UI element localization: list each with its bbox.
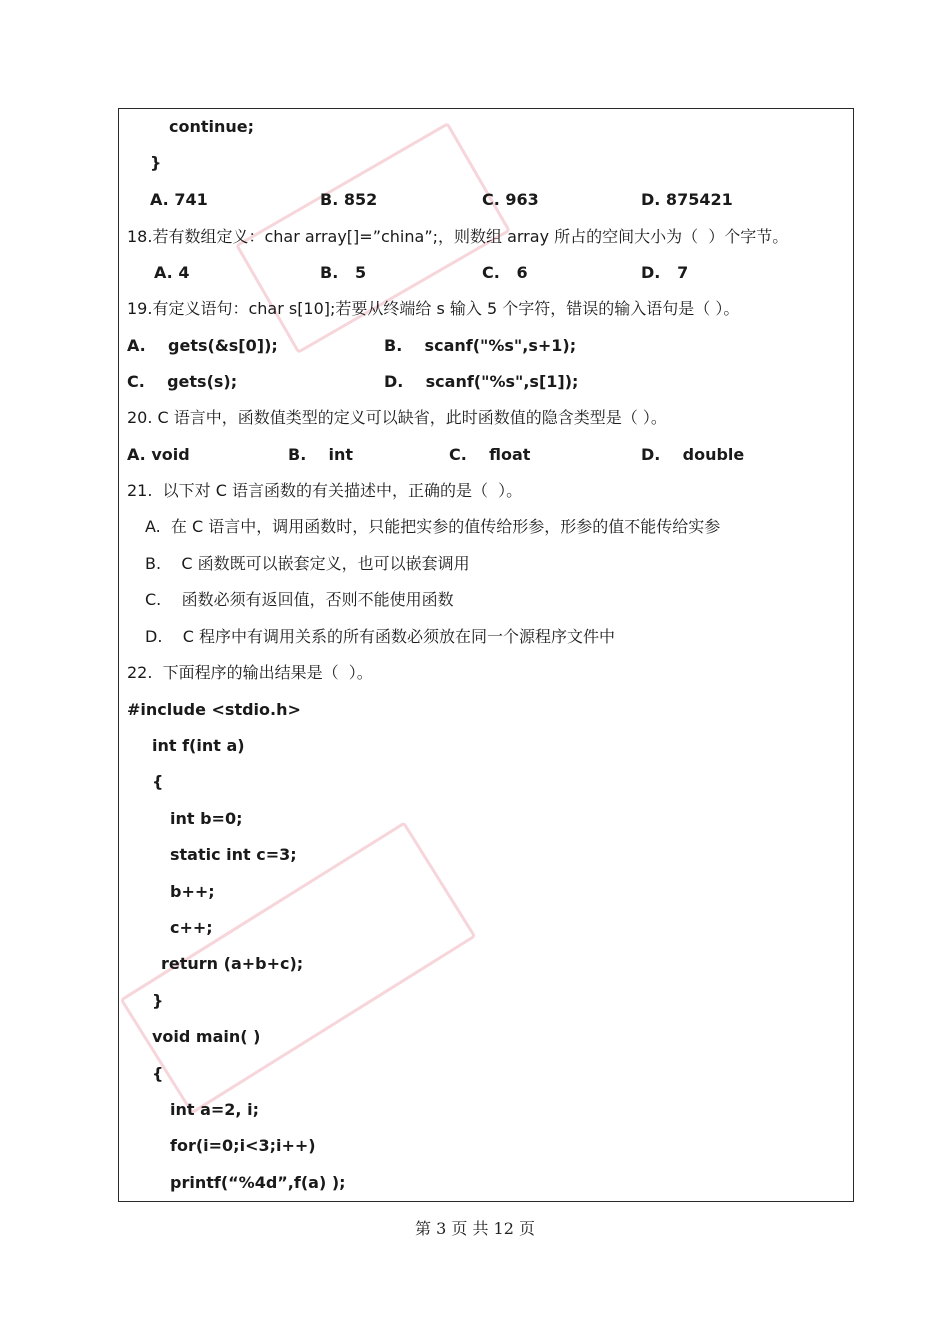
code-line: printf(“%4d”,f(a) );	[170, 1173, 346, 1192]
code-line: b++;	[170, 882, 215, 901]
option-c: C. 6	[482, 263, 528, 282]
code-line: for(i=0;i<3;i++)	[170, 1136, 316, 1155]
page-number: 第 3 页 共 12 页	[415, 1219, 535, 1238]
option-d: D. double	[641, 445, 745, 464]
code-line: c++;	[170, 918, 213, 937]
option-d: D. 875421	[641, 190, 733, 209]
code-line: void main( )	[152, 1027, 261, 1046]
option-c: C. 函数必须有返回值，否则不能使用函数	[145, 590, 454, 609]
option-b: B. scanf("%s",s+1);	[384, 336, 577, 355]
option-a: A. 4	[154, 263, 190, 282]
option-b: B. int	[288, 445, 354, 464]
question-21: 21. 以下对 C 语言函数的有关描述中，正确的是（ ）。	[127, 481, 523, 500]
code-line: {	[152, 772, 164, 791]
code-line: int f(int a)	[152, 736, 245, 755]
option-c: C. gets(s);	[127, 372, 238, 391]
question-18: 18.若有数组定义：char array[]=”china”;，则数组 array 所占的空间大小为（ ）个字节。	[127, 227, 789, 246]
code-line: #include <stdio.h>	[127, 700, 301, 719]
option-b: B. C 函数既可以嵌套定义，也可以嵌套调用	[145, 554, 470, 573]
code-line: }	[152, 991, 164, 1010]
option-d: D. 7	[641, 263, 689, 282]
option-a: A. 在 C 语言中，调用函数时，只能把实参的值传给形参，形参的值不能传给实参	[145, 517, 721, 536]
option-b: B. 5	[320, 263, 367, 282]
option-c: C. float	[449, 445, 531, 464]
code-line: int a=2, i;	[170, 1100, 259, 1119]
option-a: A. gets(&s[0]);	[127, 336, 278, 355]
question-19: 19.有定义语句：char s[10];若要从终端给 s 输入 5 个字符，错误的输入语句是（ ）。	[127, 299, 740, 318]
code-line: static int c=3;	[170, 845, 297, 864]
option-d: D. C 程序中有调用关系的所有函数必须放在同一个源程序文件中	[145, 627, 616, 646]
question-20: 20. C 语言中，函数值类型的定义可以缺省，此时函数值的隐含类型是（ ）。	[127, 408, 667, 427]
question-22: 22. 下面程序的输出结果是（ ）。	[127, 663, 373, 682]
code-line: }	[150, 153, 162, 172]
code-line: {	[152, 1064, 164, 1083]
option-b: B. 852	[320, 190, 378, 209]
option-a: A. void	[127, 445, 190, 464]
option-c: C. 963	[482, 190, 539, 209]
option-d: D. scanf("%s",s[1]);	[384, 372, 579, 391]
code-line: return (a+b+c);	[161, 954, 304, 973]
code-line: int b=0;	[170, 809, 243, 828]
code-line: continue;	[169, 117, 255, 136]
option-a: A. 741	[150, 190, 208, 209]
